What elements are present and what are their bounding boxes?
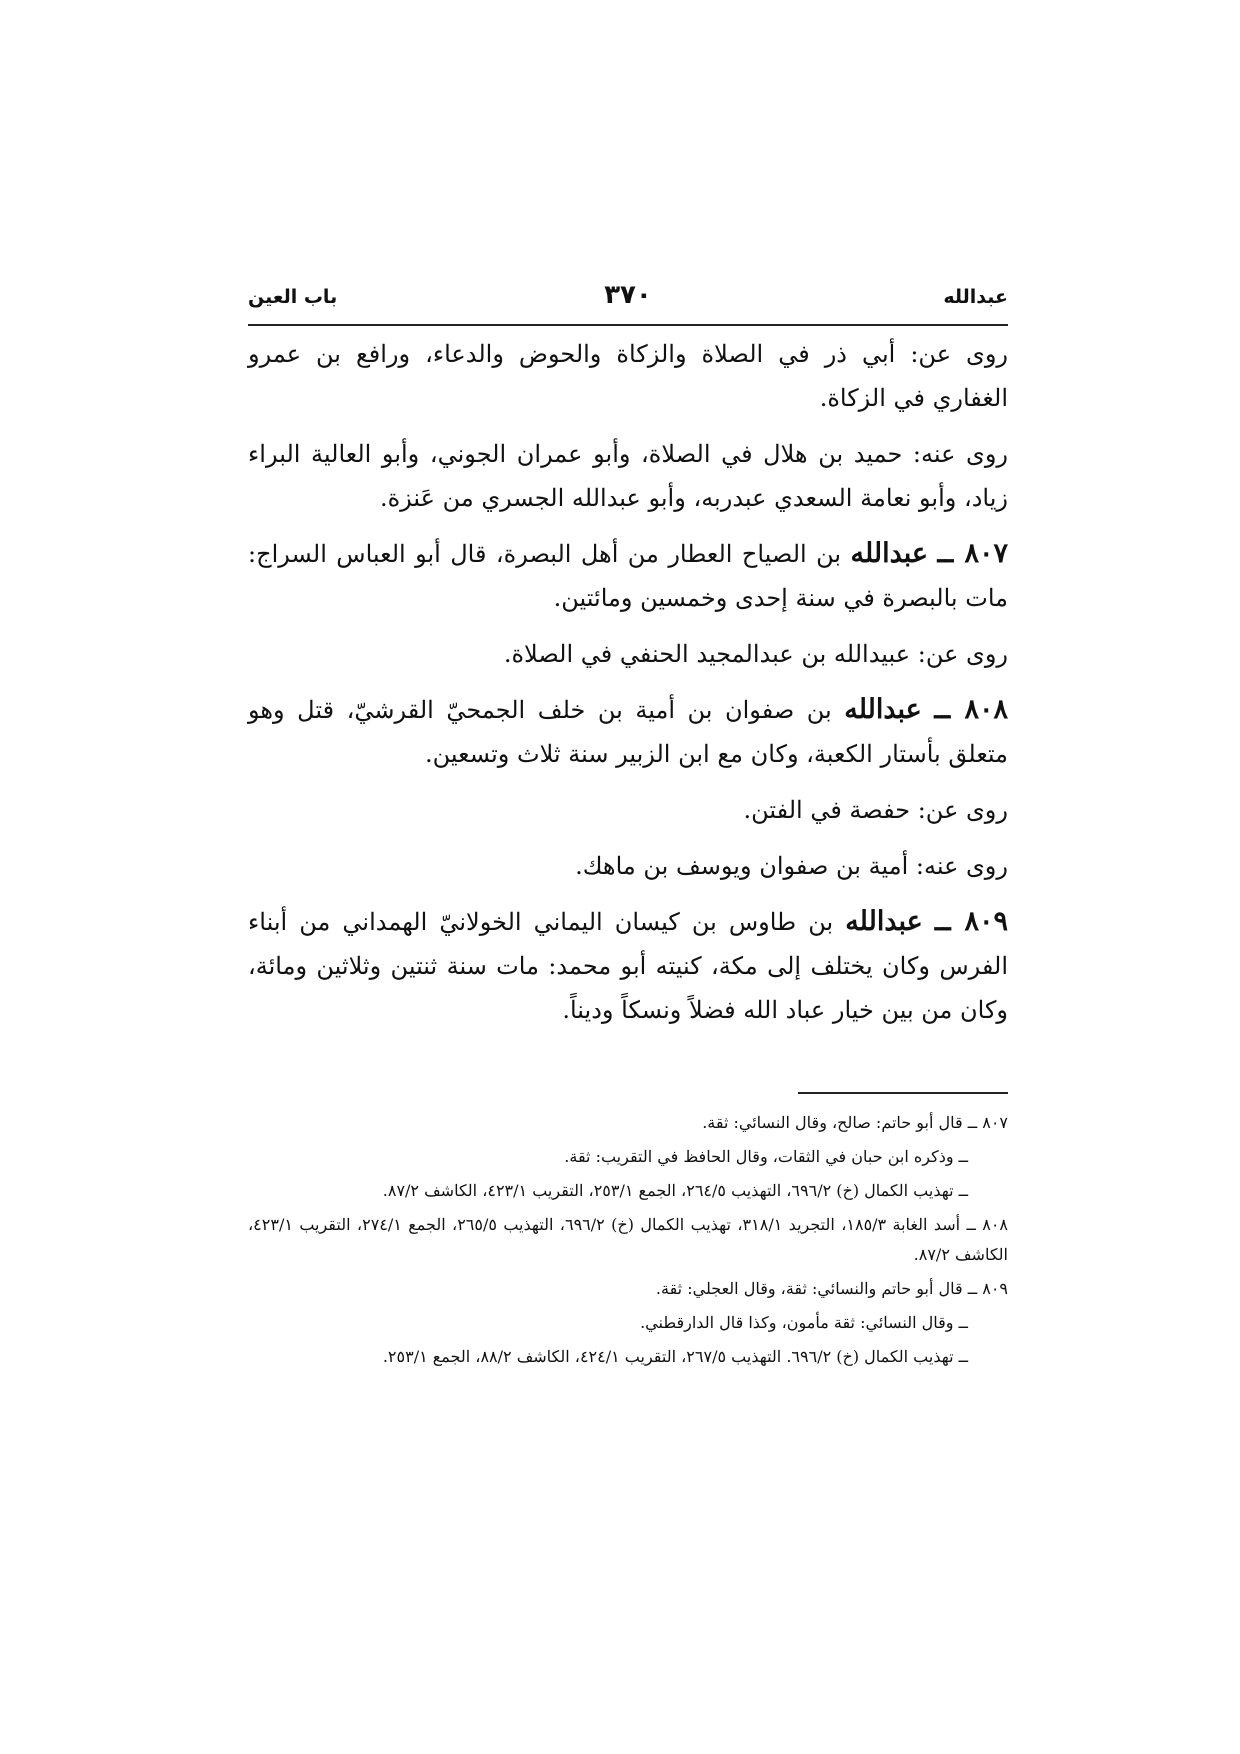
entry-807 — [248, 532, 1008, 620]
entry-number: ٨٠٨ ــ — [934, 694, 1008, 725]
footnote-807-sources: ــ تهذيب الكمال (خ) ٦٩٦/٢، التهذيب ٢٦٤/٥، الجمع ٢٥٣/١، التقريب ٤٢٣/١، الكاشف ٨٧/٢. — [382, 1181, 968, 1200]
entry-number: ٨٠٧ ــ — [937, 538, 1008, 569]
running-head-chapter: باب العين — [248, 286, 338, 308]
narrated-by-paragraph: روى عنه: حميد بن هلال في الصلاة، وأبو عمران الجوني، وأبو العالية البراء زياد، وأبو نعامة السعدي عبدربه، وأبو عبدالله الجسري من عَنزة. — [248, 440, 1008, 512]
footnote-807: ٨٠٧ ــ قال أبو حاتم: صالح، وقال النسائي: ثقة. — [702, 1113, 1008, 1132]
page-number: ٣٧٠ — [604, 280, 652, 310]
narrated-from-paragraph: روى عن: أبي ذر في الصلاة والزكاة والحوض والدعاء، ورافع بن عمرو الغفاري في الزكاة. — [248, 340, 1008, 412]
entry-name: عبدالله — [844, 694, 922, 725]
footnotes — [248, 1108, 1008, 1372]
footnote-807-sub: ــ وذكره ابن حبان في الثقات، وقال الحافظ في التقريب: ثقة. — [564, 1147, 968, 1166]
entry-text: بن طاوس بن كيسان اليماني الخولانيّ الهمداني من أبناء الفرس وكان يختلف إلى مكة، كنيته أبو محمد: مات سنة ثنتين وثلاثين ومائة، وكان من بين خيار عباد الله فضلاً ونسكاً وديناً. — [248, 908, 1008, 1024]
narrated-by-paragraph: روى عنه: أمية بن صفوان ويوسف بن ماهك. — [575, 852, 1008, 880]
footnote-808: ٨٠٨ ــ أسد الغابة ١٨٥/٣، التجريد ٣١٨/١، تهذيب الكمال (خ) ٦٩٦/٢، التهذيب ٢٦٥/٥، الجمع ٢٧٤/١، التقريب ٤٢٣/١، الكاشف ٨٧/٢. — [248, 1215, 1008, 1264]
entry-name: عبدالله — [845, 906, 923, 937]
narrated-from-paragraph: روى عن: عبيدالله بن عبدالمجيد الحنفي في الصلاة. — [503, 640, 1008, 668]
narrated-from-paragraph: روى عن: حفصة في الفتن. — [743, 796, 1008, 824]
running-head-entry: عبدالله — [943, 286, 1008, 308]
entry-number: ٨٠٩ ــ — [934, 906, 1008, 937]
main-text — [248, 332, 1008, 1032]
footnote-809-sources: ــ تهذيب الكمال (خ) ٦٩٦/٢. التهذيب ٢٦٧/٥، التقريب ٤٢٤/١، الكاشف ٨٨/٢، الجمع ٢٥٣/١. — [382, 1347, 968, 1366]
entry-text: بن صفوان بن أمية بن خلف الجمحيّ القرشيّ، قتل وهو متعلق بأستار الكعبة، وكان مع ابن الزبير سنة ثلاث وتسعين. — [248, 696, 1008, 768]
entry-808 — [248, 688, 1008, 776]
page-header — [248, 282, 1008, 324]
entry-name: عبدالله — [850, 538, 929, 569]
footnote-809: ٨٠٩ ــ قال أبو حاتم والنسائي: ثقة، وقال العجلي: ثقة. — [655, 1279, 1008, 1298]
book-page — [248, 282, 1008, 1376]
footnote-809-sub: ــ وقال النسائي: ثقة مأمون، وكذا قال الدارقطني. — [640, 1313, 968, 1332]
entry-809 — [248, 900, 1008, 1032]
header-rule — [248, 324, 1008, 326]
footnote-separator — [798, 1092, 1008, 1094]
entry-text: بن الصياح العطار من أهل البصرة، قال أبو العباس السراج: مات بالبصرة في سنة إحدى وخمسين ومائتين. — [248, 540, 1008, 612]
